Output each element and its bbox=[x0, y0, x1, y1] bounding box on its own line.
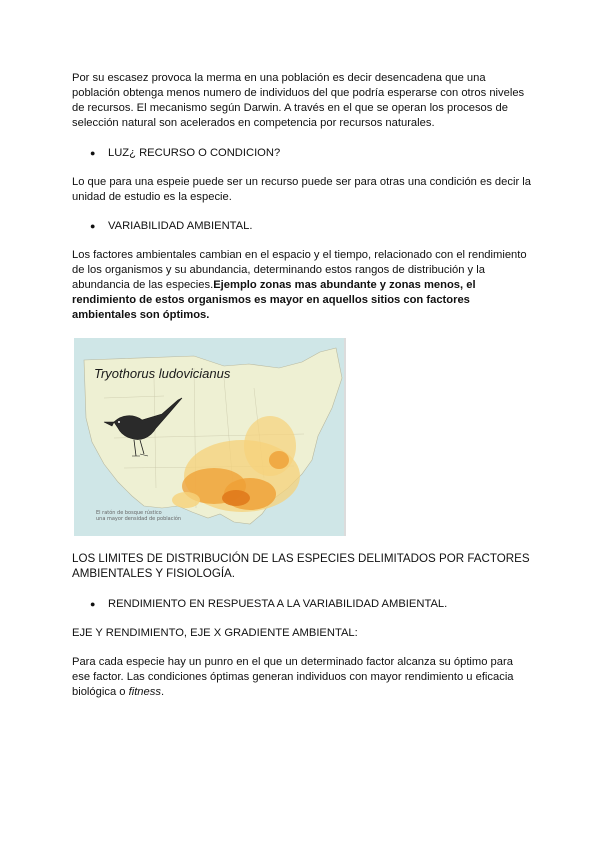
density-zone-high-coast bbox=[269, 451, 289, 469]
figure-title: Tryothorus ludovicianus bbox=[94, 366, 231, 381]
paragraph-text: Los factores ambientales cambian en el espacio y el tiempo, relacionado con el rendimiento de los organismos y su abundancia, determinando estos rangos de distribución y la abundancia de las especies. bbox=[72, 249, 527, 291]
density-zone-texas bbox=[172, 492, 200, 508]
figure-caption-line: una mayor densidad de población bbox=[96, 516, 182, 522]
paragraph-axis-description: EJE Y RENDIMIENTO, EJE X GRADIENTE AMBIENTAL: bbox=[72, 627, 358, 639]
paragraph-resource-scarcity: Por su escasez provoca la merma en una población es decir desencadena que una población obtenga menos numero de individuos del que podría esperarse con otros niveles de recursos. El mecanismo según Darwin. A través en el que se operan los procesos de selección natural son acelerados en competencia por recursos naturales. bbox=[72, 72, 525, 129]
bullet-environmental-variability bbox=[90, 219, 252, 234]
density-zone-peak bbox=[222, 490, 250, 506]
species-distribution-map bbox=[74, 338, 346, 536]
bullet-label: VARIABILIDAD AMBIENTAL. bbox=[108, 220, 253, 232]
bullet-dot-icon: ● bbox=[90, 221, 96, 231]
bullet-dot-icon: ● bbox=[90, 148, 96, 158]
density-zone-medium-east bbox=[244, 416, 296, 476]
paragraph-italic-text: fitness bbox=[128, 686, 161, 698]
figure-caption bbox=[96, 510, 181, 522]
paragraph-bold-text: Ejemplo zonas mas abundante y zonas menos, el rendimiento de estos organismos es mayor en aquellos sitios con factores ambientales son óptimos. bbox=[72, 279, 476, 321]
figure-caption-line: El ratón de bosque rústico bbox=[96, 510, 162, 516]
bullet-label: LUZ¿ RECURSO O CONDICION? bbox=[108, 147, 281, 159]
paragraph-optimum bbox=[72, 655, 532, 700]
bullet-performance-response bbox=[90, 597, 447, 612]
paragraph-text: Para cada especie hay un punro en el que un determinado factor alcanza su óptimo para ese factor. Las condiciones óptimas generan individuos con mayor rendimiento u eficacia biológica o bbox=[72, 656, 514, 698]
paragraph-text: . bbox=[160, 686, 165, 698]
bullet-dot-icon: ● bbox=[90, 599, 96, 609]
paragraph-distribution-limits: LOS LIMITES DE DISTRIBUCIÓN DE LAS ESPECIES DELIMITADOS POR FACTORES AMBIENTALES Y FISIOLOGÍA. bbox=[72, 552, 530, 580]
bullet-label: RENDIMIENTO EN RESPUESTA A LA VARIABILIDAD AMBIENTAL. bbox=[108, 598, 448, 610]
paragraph-environmental-factors bbox=[72, 248, 532, 323]
bullet-light-resource bbox=[90, 146, 280, 161]
paragraph-resource-condition: Lo que para una espeie puede ser un recurso puede ser para otras una condición es decir la unidad de estudio es la especie. bbox=[72, 176, 531, 203]
